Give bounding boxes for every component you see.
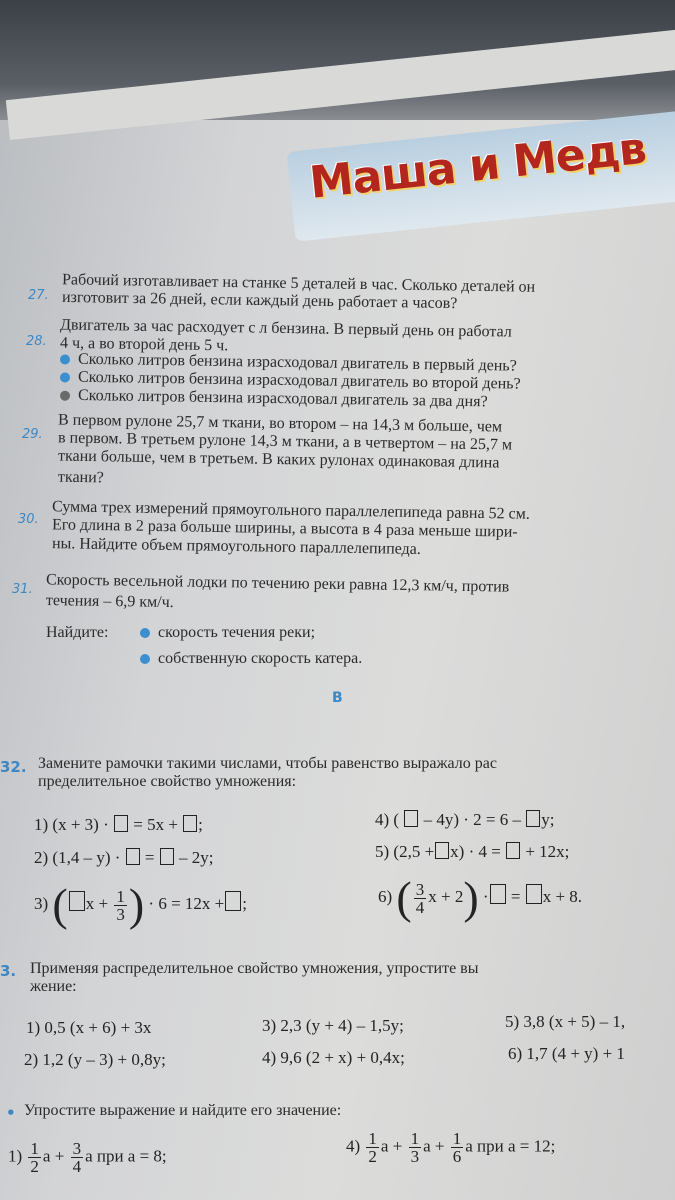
expression-3: 3) 2,3 (y + 4) – 1,5y; — [262, 1016, 404, 1035]
blank-box — [225, 891, 241, 911]
problem-34-line: Упростите выражение и найдите его значение: — [24, 1102, 342, 1119]
expression-2: 2) 1,2 (y – 3) + 0,8y; — [24, 1050, 166, 1069]
problem-32-line-1: Замените рамочки такими числами, чтобы равенство выражало рас — [38, 755, 497, 772]
list-item: Сколько литров бензина израсходовал двигатель во второй день? — [60, 368, 521, 392]
expression-1: 1) 0,5 (x + 6) + 3x — [26, 1018, 152, 1037]
problem-number: 32. — [0, 758, 27, 776]
problem-number: 29. — [22, 427, 43, 442]
equation-5: 5) (2,5 + x) · 4 = + 12x; — [375, 842, 570, 861]
section-heading: B — [332, 690, 343, 706]
equation-6: 6) ( $\frac{3}{4}$ x + 2) · = x + 8. — [378, 872, 583, 923]
problem-number: 30. — [18, 512, 39, 527]
problem-bullet: • — [6, 1104, 16, 1122]
find-label: Найдите: — [46, 624, 109, 641]
banner-title: Маша и Медв — [307, 122, 649, 209]
bullet-icon — [60, 391, 70, 401]
list-item: скорость течения реки; — [140, 624, 315, 641]
problem-29-line-1: В первом рулоне 25,7 м ткани, во втором – на 14,3 м больше, чем — [57, 411, 503, 436]
problem-30-line-1: Сумма трех измерений прямоугольного параллелепипеда равна 52 см. — [51, 498, 530, 523]
blank-box — [183, 815, 197, 832]
problem-31-line-2: течения – 6,9 км/ч. — [45, 591, 174, 612]
fraction: $\frac{1}{3}$ — [116, 886, 125, 924]
bullet-icon — [140, 654, 150, 664]
problem-27-line-1: Рабочий изготавливает на станке 5 деталей в час. Сколько деталей он — [61, 271, 536, 296]
problem-30-line-3: ны. Найдите объем прямоугольного параллелепипеда. — [51, 535, 421, 558]
problem-30-line-2: Его длина в 2 раза больше ширины, а высота в 4 раза меньше шири- — [51, 516, 518, 541]
blank-box — [526, 884, 542, 904]
problem-27-line-2: изготовит за 26 дней, если каждый день работает a часов? — [61, 288, 458, 313]
blank-box — [404, 810, 418, 827]
bullet-icon — [60, 373, 70, 383]
list-item: Сколько литров бензина израсходовал двигатель в первый день? — [60, 350, 517, 374]
problem-number: 28. — [26, 334, 47, 349]
expression-34-4: 4) $\frac{1}{2}$ a + $\frac{1}{3}$ a + $\frac{1}{6}$ a при a = 12; — [346, 1129, 556, 1166]
blank-box — [160, 848, 174, 865]
bullet-icon — [60, 355, 70, 365]
problem-33-line-2: жение: — [30, 978, 77, 995]
blank-box — [114, 815, 128, 832]
equation-4: 4) ( – 4y) · 2 = 6 – y; — [375, 810, 555, 829]
problem-32-line-2: пределительное свойство умножения: — [38, 773, 297, 790]
blank-box — [526, 810, 540, 827]
problem-29-line-2: в первом. В третьем рулоне 14,3 м ткани, а в четвертом – на 25,7 м — [57, 429, 513, 454]
bullet-icon — [140, 628, 150, 638]
problem-31-line-1: Скорость весельной лодки по течению реки равна 12,3 км/ч, против — [45, 571, 510, 596]
problem-29-line-4: ткани? — [57, 468, 104, 487]
fraction: $\frac{3}{4}$ — [415, 879, 425, 917]
problem-29-line-3: ткани больше, чем в третьем. В каких рулонах одинаковая длина — [57, 447, 500, 472]
problem-28-line-1: Двигатель за час расходует c л бензина. В первый день он работал — [59, 316, 512, 341]
problem-number: 3. — [0, 962, 17, 980]
expression-6: 6) 1,7 (4 + y) + 1 — [508, 1044, 625, 1063]
problem-number: 27. — [28, 288, 49, 303]
problem-33-line-1: Применяя распределительное свойство умножения, упростите вы — [30, 960, 479, 977]
equation-2: 2) (1,4 – y) · = – 2y; — [34, 848, 214, 867]
blank-box — [126, 848, 140, 865]
equation-1: 1) (x + 3) · = 5x + ; — [34, 815, 203, 834]
expression-4: 4) 9,6 (2 + x) + 0,4x; — [262, 1048, 405, 1067]
problem-28-line-2: 4 ч, а во второй день 5 ч. — [59, 334, 229, 355]
expression-5: 5) 3,8 (x + 5) – 1, — [505, 1012, 626, 1031]
blank-box — [69, 891, 85, 911]
blank-box — [435, 842, 449, 859]
expression-34-1: 1) $\frac{1}{2}$ a + $\frac{3}{4}$ a при a = 8; — [8, 1139, 167, 1176]
equation-3: 3) ( x + $\frac{1}{3}$ ) · 6 = 12x + ; — [34, 879, 247, 930]
problem-number: 31. — [12, 582, 33, 597]
list-item: Сколько литров бензина израсходовал двигатель за два дня? — [60, 387, 488, 411]
blank-box — [490, 884, 506, 904]
blank-box — [506, 842, 520, 859]
list-item: собственную скорость катера. — [140, 650, 362, 667]
